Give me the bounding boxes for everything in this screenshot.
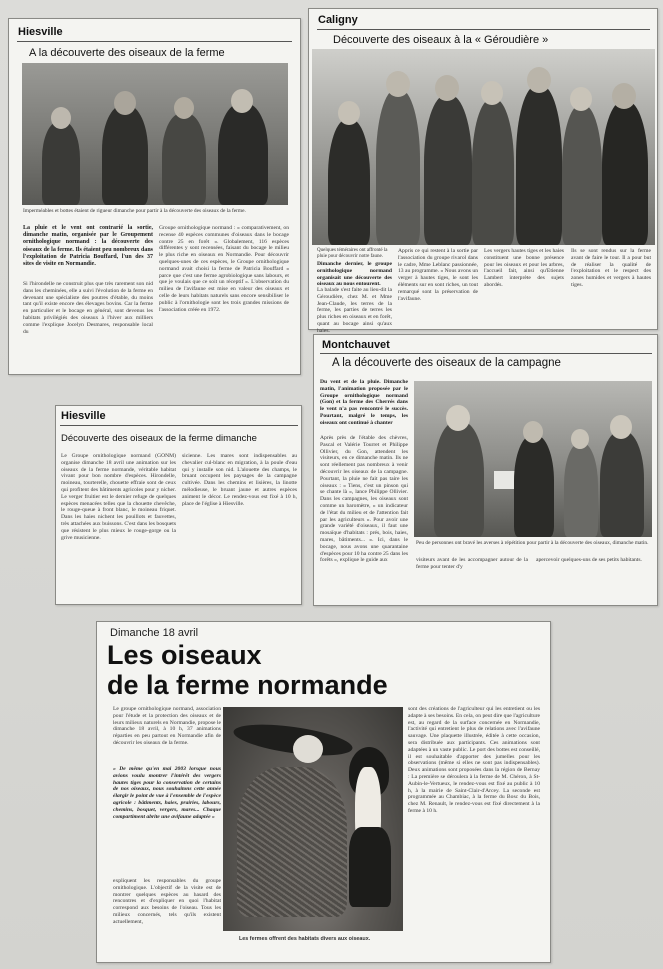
divider — [320, 353, 652, 354]
lead-paragraph: Du vent et de la pluie. Dimanche matin, l'animation proposée par le Groupe ornithologique normand (Gon) et la ferme des Cherrés dans le vent n'a pas rencontré le succès. Pourtant, malgré le temps, les oiseaux ont continué à chanter — [320, 379, 408, 426]
body-column-3: Les vergers hautes tiges et les haies constituent une bonne présence pour les oiseaux et pour les arbres, l'accueil fait, ainsi qu'Etienne Lambert interprète des sujets abordés. — [484, 248, 564, 288]
divider — [17, 41, 292, 42]
photo-caption: Imperméables et bottes étaient de rigueur dimanche pour partir à la découverte des oiseaux de la ferme. — [23, 208, 246, 214]
clipping-hiesville-1 — [8, 18, 301, 375]
lead-paragraph: Dimanche dernier, le groupe ornithologique normand organisait une découverte des oiseaux au nous entourent. — [317, 261, 392, 288]
clipping-hiesville-2 — [55, 405, 302, 605]
location-label: Hiesville — [61, 410, 106, 422]
photo-group-outdoors — [312, 49, 655, 245]
body-column-2: Appris ce qui restent à la sortie par l'association du groupe rivarol dans le cadre, Mme Leblanc passionnée, 13 au programme. « Nous avons un verger à hautes tiges, le sont les éléments sur en sont riches, un tout remarqué sont la préservation de l'avifaune. — [398, 248, 478, 302]
photo-bird-nest — [223, 707, 403, 931]
divider — [60, 425, 298, 426]
location-label: Montchauvet — [322, 339, 390, 351]
main-title-line-2: de la ferme normande — [107, 670, 388, 700]
headline: Découverte des oiseaux de la ferme dimanche — [61, 433, 257, 444]
photo-group-in-rain — [22, 63, 288, 205]
body-column-2: Groupe ornithologique normand : « comparativement, on recense 40 espèces communes d'oiseaux dans le bocage contre 25 en forêt ». Globalement, 116 espèces différentes y sont recensées, faisant du bocage le milieu le plus riche en oiseaux en Normandie. Pour découvrir quelques-unes de ces espèces, le Groupe ornithologique normand avait choisi la ferme de Patricia Bouffard « parce que c'est une ferme agrobiologique sans labours, et que je voulais que ce soit un réceptif ». L'observation du milieu de l'avifaune est mise en valeur des oiseaux et celle de leurs habitats naturels sans encore sensibiliser le public à l'ornithologie sont les trois grandes missions de l'association créée en 1972. — [159, 225, 289, 313]
headline: A la découverte des oiseaux de la campagne — [332, 357, 561, 369]
tail-text-2: apercevoir quelques-uns de ses petits habitants. — [536, 557, 642, 563]
headline: A la découverte des oiseaux de la ferme — [29, 47, 225, 59]
body-column-4: Ils se sont rendus sur la ferme avant de faire le tour. Il a pour but de réaliser la qualité de l'exploitation et le respect des zones humides et vergers à hautes tiges. — [571, 248, 651, 288]
photo-caption: Les fermes offrent des habitats divers aux oiseaux. — [239, 936, 371, 942]
body-column-3: sont des créations de l'agriculteur qui les entretient ou les adapte à ses besoins. En cela, on peut dire que l'agriculture est, au regard de la surface concernée en Normandie, l'activité qui entretient le plus de relations avec l'avifaune sauvage. Une plaquette illustrée, éditée à cette occasion, sera distribuée aux participants. Ces animations sont adaptées à un vaste public. Le port des bottes est conseillé, il est souhaitable d'apporter des jumelles pour les observations (même si elles ne sont pas indispensables). Deux animations sont proposées dans la région de Bernay : La première se déroulera à la ferme de M. Chéron, à St-Aubin-le-Vertueux, le rendez-vous est fixé au public à 10 h, à la mairie de Saint-Clair-d'Arcey. La seconde est programmée au Chambiac, à la ferme du Bosc du Bois, chez M. Renault, le rendez-vous est fixé directement à la ferme à 10 h. — [408, 706, 540, 814]
photo-farm-visit — [414, 381, 652, 537]
location-label: Caligny — [318, 14, 358, 26]
clipping-caligny — [308, 8, 658, 334]
body-column-1: Le Groupe ornithologique normand (GONM) organise dimanche 18 avril une animation sur les oiseaux de la ferme normande, véritable habitat vivant pour bon nombre d'espèces. Hirondelle, moineau, tourterelle, chouette effraie sont de ceux qui profitent des bâtiments agricoles pour y nicher. Le verger fruitier est le dernier refuge de quelques espèces menacées telles que la chouette chevêche, le rouge-queue à front blanc, le moineau friquet. Dans les haies nichent les pouillots et fauvettes, très attachées aux buissons. C'est dans les bosquets que résistent le plus mieux le rouge-gorge ou la grive musicienne. — [61, 453, 176, 541]
body-column-1: Si l'hirondelle ne construit plus que très rarement son nid dans les cheminées, elle a suivi l'évolution de la ferme en devenant une spécialiste des poutres d'étable, du moins tant qu'il existe encore des élevages bovins. Car la ferme en particulier et le bocage en général, sont devenus les habitats privilégiés des oiseaux à l'hiver aux milliers comme l'explique Jocelyn Desmares, responsable local du — [23, 281, 153, 335]
tail-text-1: visiteurs avant de les accompagner autour de la ferme pour tenter d'y — [416, 557, 528, 570]
body-column-1: Le groupe ornithologique normand, association pour l'étude et la protection des oiseaux et de leurs milieux naturels en Normandie, propose le dimanche 18 avril, à 10 h, 37 animations réparties en peu partout en Normandie afin de découvrir les oiseaux de la ferme. — [113, 706, 221, 746]
photo-caption: Quelques téméraires ont affronté la pluie pour découvrir notre faune. — [317, 248, 388, 259]
clipping-les-oiseaux — [96, 621, 551, 963]
pull-quote: « De même qu'en mai 2003 lorsque nous avions voulu montrer l'intérêt des vergers hautes tiges pour la conservation de certains de nos oiseaux, nous souhaitons cette année élargir le point de vue à l'ensemble de l'espèce agricole : bâtiments, haies, prairies, labours, chemins, bosquet, vergers, mares... Chaque compartiment abrite une avifaune adaptée » — [113, 766, 221, 820]
divider — [317, 29, 650, 30]
body-column-1: La balade s'est faite au lieu-dit la Géroudière, chez M. et Mme Jean-Claude, les terres de la ferme, les parties de terres les plus riches en oiseaux et en forêt, quant au bocage ainsi qu'aux haies. — [317, 287, 392, 334]
body-column: Après près de l'étable des chèvres, Pascal et Valérie Tourret et Philippe Ollivier, du Gon, attendent les visiteurs, en ce dimanche matin. Ils ne sont réellement pas nombreux à venir découvrir les oiseaux de la campagne. Pourtant, la pluie ne fait pas taire les oiseaux : « Tiens, c'est un pinson qui se chante là », lance Philippe Ollivier. Dans les campagnes, les oiseaux sont comme un baromètre, « un indicateur de l'état du milieu et de l'attention fait par les agriculteurs ». Pour avoir une grande variété d'oiseaux, il faut une mosaïque d'habitats : prés, bois, haies, mares, bâtiments... ». Ici, dans le bocage, nous avons une quarantaine d'espèces pour 10 ha contre 25 dans les forêts », explique le guide aux — [320, 435, 408, 564]
lead-paragraph: La pluie et le vent ont contrarié la sortie, dimanche matin, organisée par le Groupement ornithologique normand : la découverte des oiseaux de la ferme. Ils étaient peu nombreux dans l'exploitation de Patricia Bouffard, l'un des 37 sites de visite en Normandie. — [23, 225, 153, 268]
location-label: Hiesville — [18, 26, 63, 38]
body-column-2: sicienne. Les mares sont indispensables au chevalier cul-blanc en migration, à la poule d'eau qui y installe son nid. L'alouette des champs, le bruant occupent les paysages de la campagne cultivée. Dans les chemins et lisières, la linotte mélodieuse, le bruant jaune et autres espèces animent le décor. Le rendez-vous est fixé à 10 h, place de l'église à Hiesville. — [182, 453, 297, 507]
headline: Découverte des oiseaux à la « Géroudière » — [333, 34, 549, 46]
body-column-1b: expliquent les responsables du groupe ornithologique. L'objectif de la visite est de montrer quelques espèces au hasard des rencontres et d'expliquer en quoi l'habitat correspond aux besoins de l'oiseau. Tous les milieux concernés, tels qu'ils existent actuellement, — [113, 878, 221, 925]
photo-caption: Peu de personnes ont bravé les averses à répétition pour partir à la découverte des oiseaux, dimanche matin. — [416, 540, 649, 546]
kicker-date: Dimanche 18 avril — [110, 627, 199, 639]
main-title-line-1: Les oiseaux — [107, 640, 262, 670]
clipping-montchauvet — [313, 334, 658, 606]
